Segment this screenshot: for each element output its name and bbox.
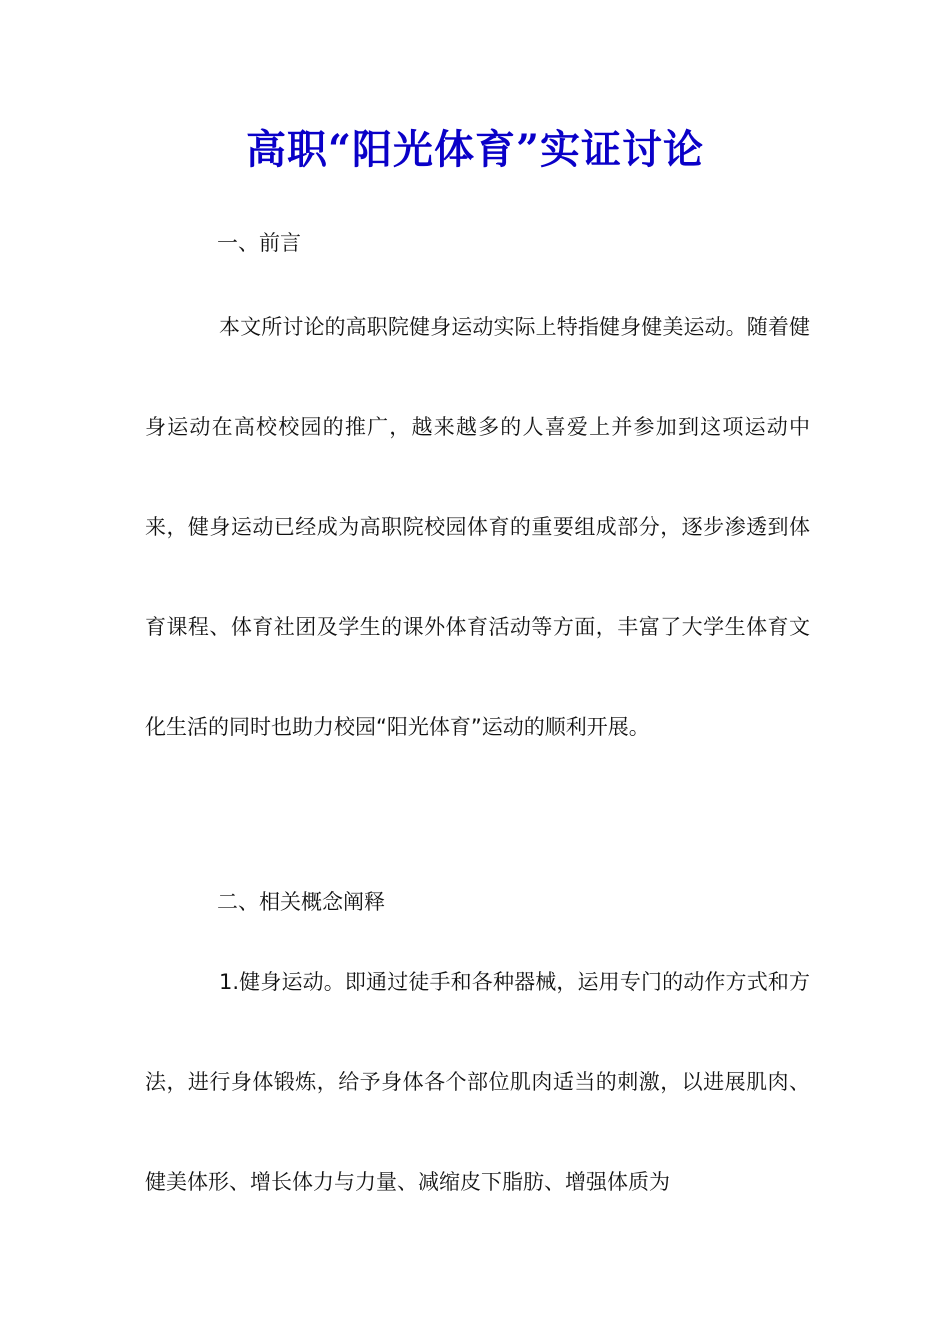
section-body-preface — [145, 277, 810, 777]
paragraph-preface: 本文所讨论的高职院健身运动实际上特指健身健美运动。随着健身运动在高校校园的推广，越来越多的人喜爱上并参加到这项运动中来，健身运动已经成为高职院校园体育的重要组成部分，逐步渗透到体育课程、体育社团及学生的课外体育活动等方面，丰富了大学生体育文化生活的同时也助力校园“阳光体育”运动的顺利开展。 — [145, 315, 810, 739]
section-heading-preface: 一、前言 — [217, 231, 301, 255]
document-title: 高职“阳光体育”实证讨论 — [245, 126, 704, 173]
section-body-concepts — [145, 932, 810, 1232]
section-heading-concepts: 二、相关概念阐释 — [217, 890, 385, 914]
paragraph-concepts: 1.健身运动。即通过徒手和各种器械，运用专门的动作方式和方法，进行身体锻炼，给予身体各个部位肌肉适当的刺激，以进展肌肉、健美体形、增长体力与力量、减缩皮下脂肪、增强体质为 — [145, 970, 810, 1194]
